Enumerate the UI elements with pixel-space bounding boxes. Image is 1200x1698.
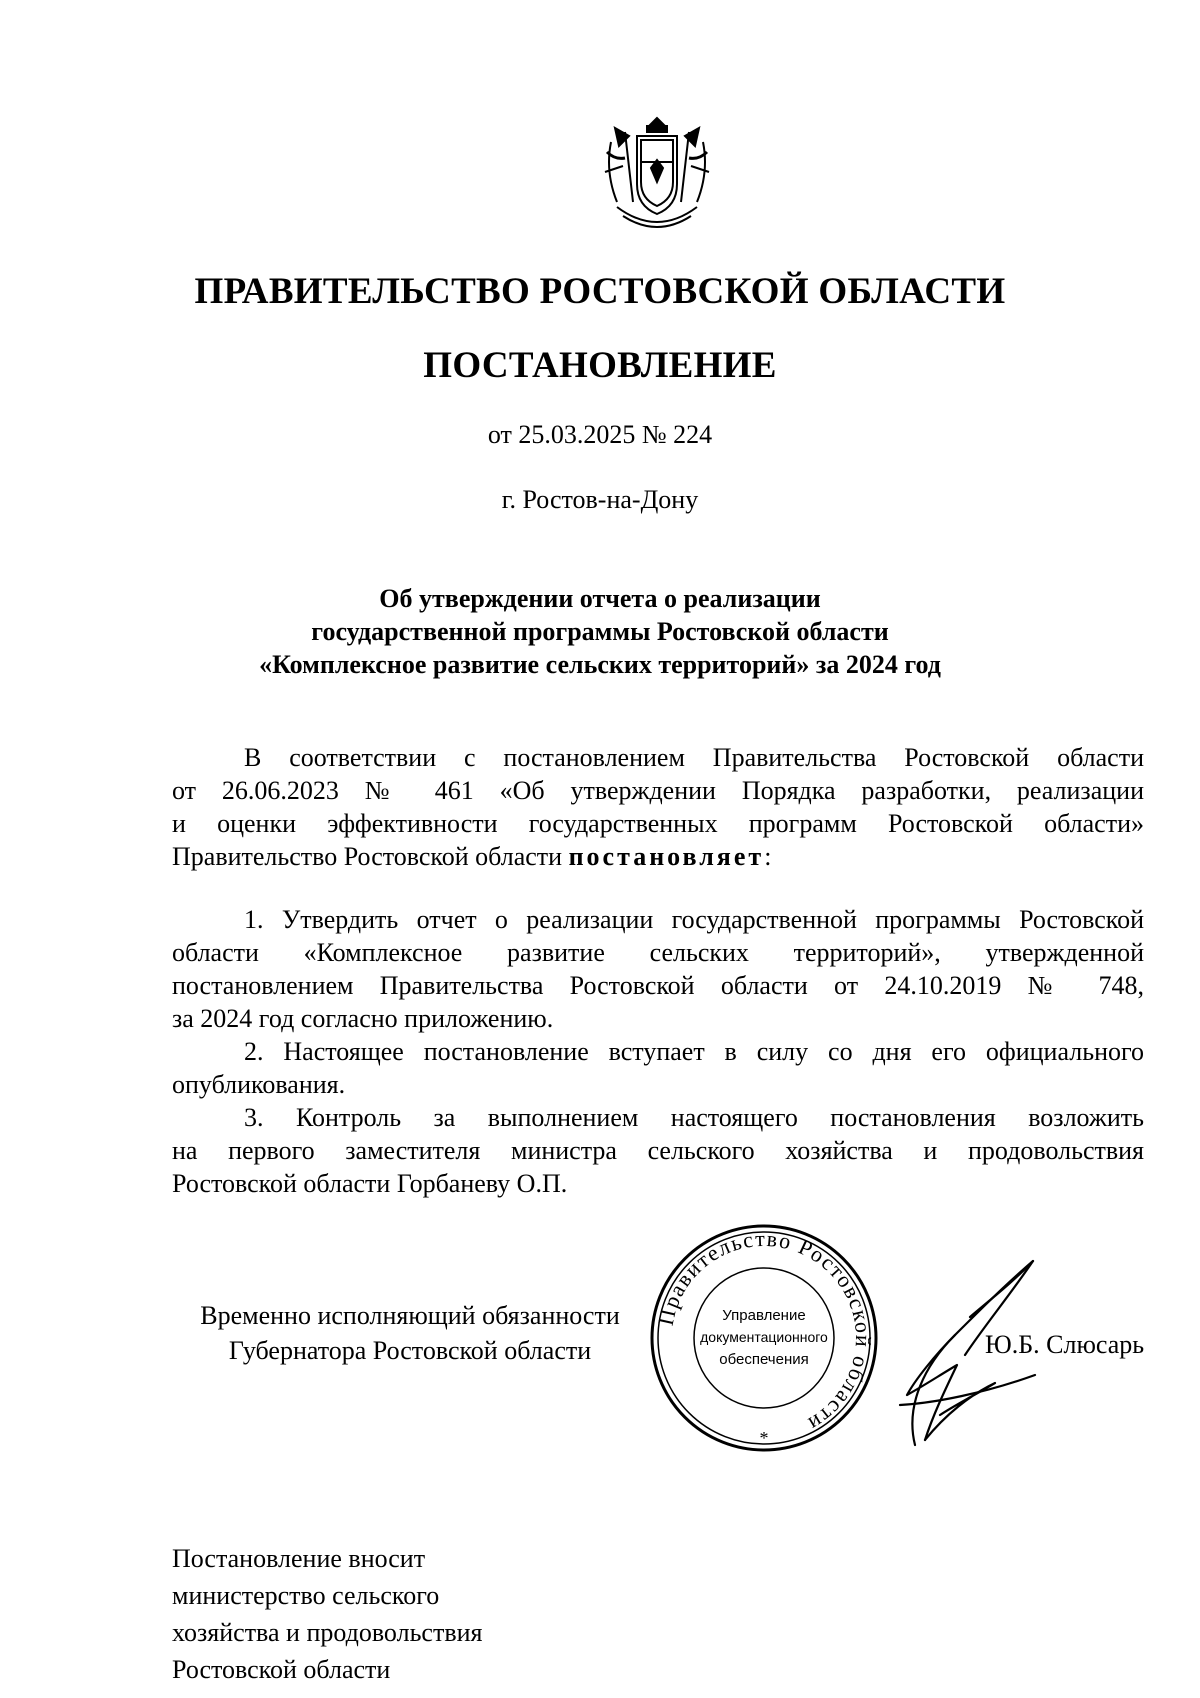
note-line: Ростовской области — [172, 1655, 391, 1684]
position-line: Губернатора Ростовской области — [228, 1336, 592, 1365]
seal-ring-text: Правительство Ростовской области — [652, 1225, 877, 1438]
preamble-paragraph — [172, 741, 1144, 873]
preamble-line: и оценки эффективности государственных программ Ростовской области» — [172, 809, 1144, 838]
document-subject — [200, 582, 1000, 681]
item-line: Ростовской области Горбаневу О.П. — [172, 1169, 568, 1198]
preamble-colon: : — [764, 842, 772, 871]
subject-line: государственной программы Ростовской области — [311, 617, 889, 646]
signatory-position — [160, 1298, 660, 1368]
position-line: Временно исполняющий обязанности — [200, 1301, 620, 1330]
document-city: г. Ростов-на-Дону — [501, 485, 699, 514]
item-line: 1. Утвердить отчет о реализации государственной программы Ростовской — [244, 905, 1144, 934]
seal-center-line: Управление — [722, 1307, 806, 1324]
government-title: ПРАВИТЕЛЬСТВО РОСТОВСКОЙ ОБЛАСТИ — [194, 271, 1006, 312]
item-line: 3. Контроль за выполнением настоящего постановления возложить — [244, 1103, 1144, 1132]
coat-of-arms-icon — [597, 112, 717, 242]
preamble-line: В соответствии с постановлением Правительства Ростовской области — [244, 743, 1144, 772]
item-line: за 2024 год согласно приложению. — [172, 1004, 554, 1033]
signer-name: Ю.Б. Слюсарь — [985, 1330, 1145, 1359]
item-line: 2. Настоящее постановление вступает в силу со дня его официального — [244, 1037, 1144, 1066]
preamble-line: Правительство Ростовской области — [172, 842, 569, 871]
item-line: на первого заместителя министра сельского хозяйства и продовольствия — [172, 1136, 1144, 1165]
subject-line: Об утверждении отчета о реализации — [379, 584, 821, 613]
note-line: хозяйства и продовольствия — [172, 1618, 483, 1647]
seal-star: * — [759, 1428, 769, 1448]
decree-item-1 — [172, 903, 1144, 1035]
item-line: области «Комплексное развитие сельских территорий», утвержденной — [172, 938, 1144, 967]
seal-center-line: документационного — [700, 1329, 828, 1345]
decree-keyword: постановляет — [568, 842, 765, 871]
preamble-last-line — [172, 840, 1144, 873]
item-line: опубликования. — [172, 1070, 346, 1099]
document-type: ПОСТАНОВЛЕНИЕ — [423, 345, 777, 386]
subject-line: «Комплексное развитие сельских территорий» за 2024 год — [259, 650, 941, 679]
seal-center-line: обеспечения — [719, 1351, 809, 1368]
preamble-line: от 26.06.2023 № 461 «Об утверждении Порядка разработки, реализации — [172, 776, 1144, 805]
submitting-authority-note — [172, 1540, 482, 1688]
note-line: министерство сельского — [172, 1581, 440, 1610]
document-date-number: от 25.03.2025 № 224 — [487, 420, 713, 449]
official-seal — [648, 1222, 880, 1454]
note-line: Постановление вносит — [172, 1544, 426, 1573]
decree-item-2 — [172, 1035, 1144, 1101]
decree-item-3 — [172, 1101, 1144, 1200]
item-line: постановлением Правительства Ростовской области от 24.10.2019 № 748, — [172, 971, 1144, 1000]
